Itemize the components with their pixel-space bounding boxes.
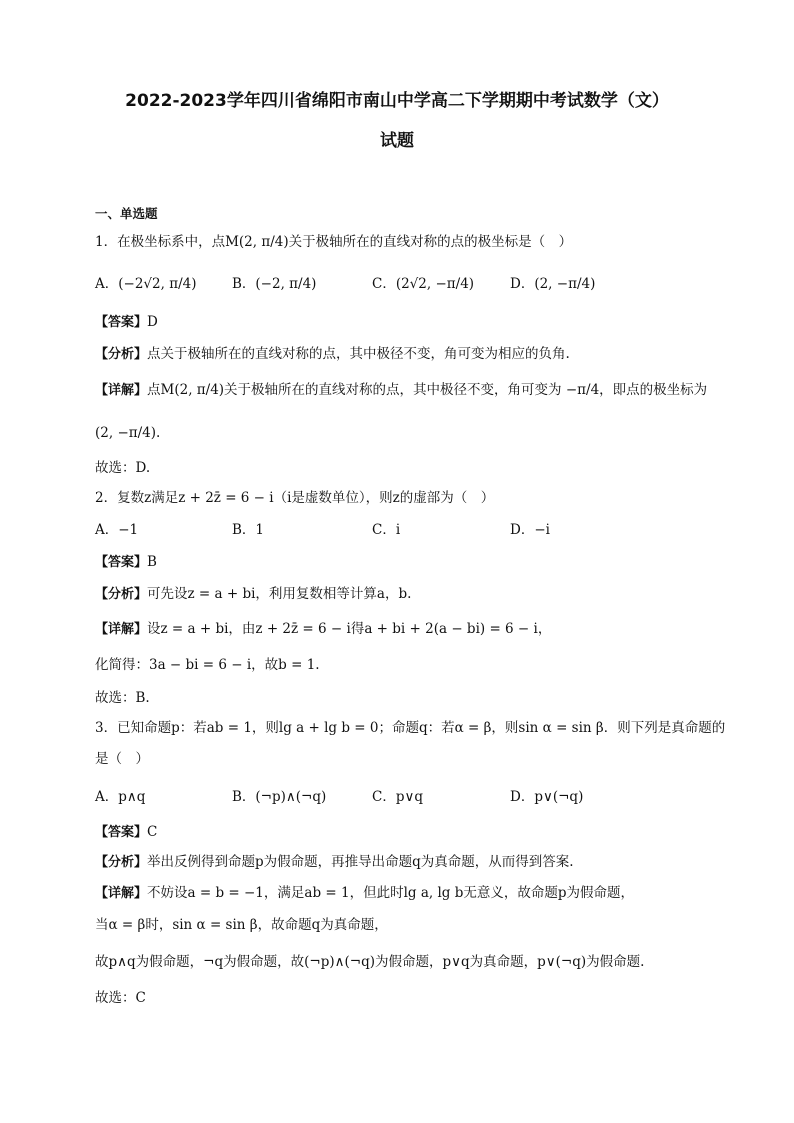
document-title-continued: 试题 <box>380 131 414 151</box>
q1-answer-line <box>95 313 158 332</box>
q2-analysis: 可先设z = a + bi，利用复数相等计算a，b. <box>147 586 412 602</box>
answer-tag: 【答案】 <box>95 555 148 570</box>
q1-stem: 1．在极坐标系中，点M(2, π/4)关于极轴所在的直线对称的点的极坐标是（ ） <box>95 234 573 250</box>
analysis-tag: 【分析】 <box>95 347 148 362</box>
detail-tag: 【详解】 <box>95 383 148 398</box>
q3-option-d: D．p∨(¬q) <box>510 789 584 805</box>
answer-tag: 【答案】 <box>95 825 148 840</box>
q1-detail-line <box>95 381 707 400</box>
q3-answer: C <box>147 824 158 840</box>
q3-analysis: 举出反例得到命题p为假命题，再推导出命题q为真命题，从而得到答案. <box>147 854 574 870</box>
answer-tag: 【答案】 <box>95 315 148 330</box>
q2-answer: B <box>147 554 157 570</box>
q1-option-d: D．(2, −π/4) <box>510 276 596 292</box>
q1-option-c: C．(2√2, −π/4) <box>372 276 475 292</box>
q1-answer: D <box>147 314 158 330</box>
q2-choice: 故选：B. <box>95 690 150 706</box>
detail-tag: 【详解】 <box>95 622 148 637</box>
section-heading: 一、单选题 <box>95 206 158 221</box>
detail-tag: 【详解】 <box>95 886 148 901</box>
q3-option-c: C．p∨q <box>372 789 423 805</box>
q3-detail-continued: 当α = β时，sin α = sin β，故命题q为真命题， <box>95 917 388 933</box>
q1-option-a: A．(−2√2, π/4) <box>95 276 197 292</box>
q2-detail: 设z = a + bi，由z + 2z̄ = 6 − i得a + bi + 2(a − bi) = 6 − i， <box>147 621 552 637</box>
q3-option-b: B．(¬p)∧(¬q) <box>232 789 327 805</box>
q3-option-a: A．p∧q <box>95 789 146 805</box>
q2-detail-continued: 化简得：3a − bi = 6 − i，故b = 1. <box>95 657 320 673</box>
q3-detail-conclusion: 故p∧q为假命题，¬q为假命题，故(¬p)∧(¬q)为假命题，p∨q为真命题，p∨(¬q)为假命题. <box>95 954 645 970</box>
q3-detail-line <box>95 884 634 903</box>
q1-analysis: 点关于极轴所在的直线对称的点，其中极径不变，角可变为相应的负角. <box>147 346 570 362</box>
q1-choice: 故选：D. <box>95 460 151 476</box>
q2-option-d: D．−i <box>510 522 550 538</box>
q1-option-b: B．(−2, π/4) <box>232 276 317 292</box>
q3-choice: 故选：C <box>95 990 146 1006</box>
q2-option-c: C．i <box>372 522 401 538</box>
analysis-tag: 【分析】 <box>95 587 148 602</box>
q3-detail: 不妨设a = b = −1，满足ab = 1，但此时lg a, lg b无意义，故命题p为假命题， <box>147 885 634 901</box>
document-title: 2022-2023学年四川省绵阳市南山中学高二下学期期中考试数学（文） <box>125 91 669 111</box>
q3-stem-continued: 是（ ） <box>95 751 149 767</box>
q2-option-a: A．−1 <box>95 522 139 538</box>
q3-stem: 3．已知命题p：若ab = 1，则lg a + lg b = 0；命题q：若α = β，则sin α = sin β．则下列是真命题的 <box>95 720 726 736</box>
q2-answer-line <box>95 553 157 572</box>
q1-detail: 点M(2, π/4)关于极轴所在的直线对称的点，其中极径不变，角可变为 −π/4，即点的极坐标为 <box>147 382 708 398</box>
q2-detail-line <box>95 620 551 639</box>
analysis-tag: 【分析】 <box>95 855 148 870</box>
q1-detail-continued: (2, −π/4). <box>95 425 161 441</box>
q2-option-b: B．1 <box>232 522 265 538</box>
q3-analysis-line <box>95 853 574 872</box>
q2-analysis-line <box>95 585 411 604</box>
q3-answer-line <box>95 823 157 842</box>
q1-analysis-line <box>95 345 570 364</box>
q2-stem: 2．复数z满足z + 2z̄ = 6 − i（i是虚数单位），则z的虚部为（ ） <box>95 490 495 506</box>
